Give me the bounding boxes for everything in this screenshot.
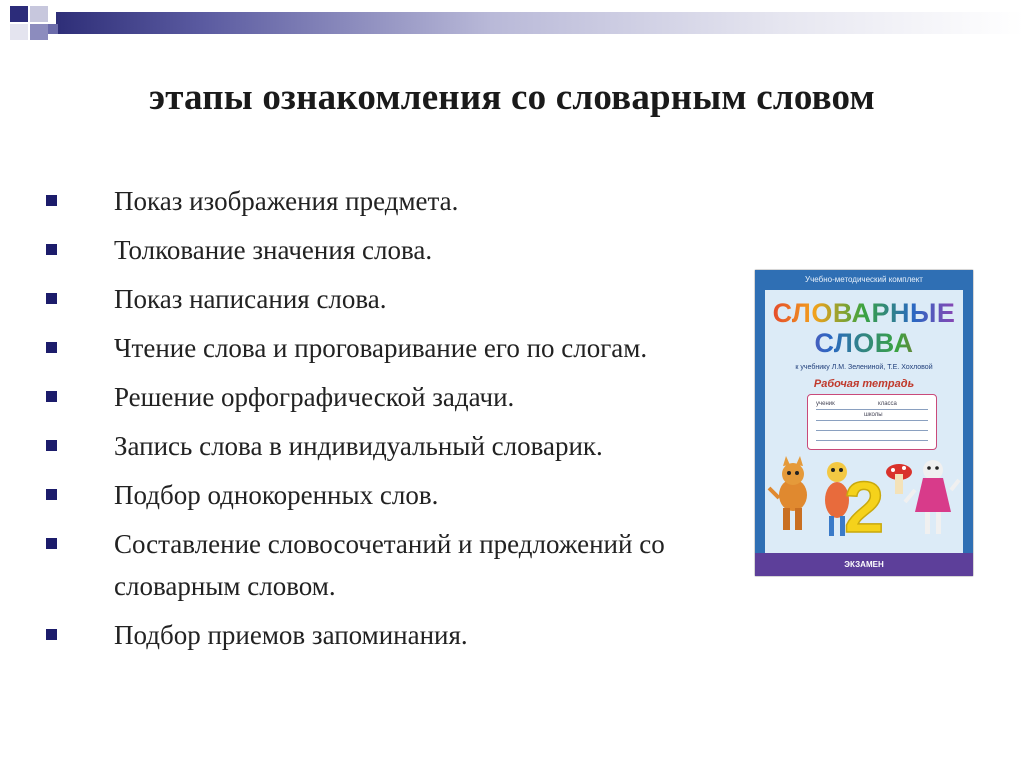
book-subtitle: Рабочая тетрадь (813, 378, 915, 390)
list-item-text: Решение орфографической задачи. (114, 382, 515, 412)
form-label-student: ученик (816, 401, 835, 407)
stages-list (46, 180, 746, 663)
list-item-text: Запись слова в индивидуальный словарик. (114, 431, 603, 461)
book-title (765, 298, 963, 358)
book-title-line2: СЛОВА (765, 328, 963, 358)
decorative-square (10, 6, 28, 22)
list-item (46, 474, 746, 516)
book-name-form (807, 394, 937, 450)
decorative-square (30, 6, 48, 22)
book-cover-panel (765, 290, 963, 553)
header-gradient-bar (56, 12, 1024, 34)
slide-title: этапы ознакомления со словарным словом (149, 77, 875, 118)
form-line (816, 440, 928, 441)
decorative-square (48, 24, 58, 34)
list-item (46, 425, 746, 467)
book-publisher: ЭКЗАМЕН (755, 553, 973, 576)
square-bullet-icon (46, 629, 57, 640)
list-item (46, 278, 746, 320)
form-line (816, 409, 928, 410)
square-bullet-icon (46, 489, 57, 500)
form-label-school: школы (864, 412, 883, 418)
decorative-square (30, 24, 48, 40)
list-item (46, 327, 694, 369)
list-item-text: Подбор приемов запоминания. (114, 620, 468, 650)
workbook-cover-image (755, 270, 973, 576)
list-item (46, 376, 746, 418)
square-bullet-icon (46, 440, 57, 451)
book-series-label: Учебно-методический комплект (805, 275, 923, 284)
decorative-header-band (0, 0, 1024, 46)
list-item (46, 523, 674, 607)
book-authors: к учебнику Л.М. Зелениной, Т.Е. Хохловой (795, 364, 933, 371)
square-bullet-icon (46, 538, 57, 549)
list-item-text: Показ изображения предмета. (114, 186, 459, 216)
list-item (46, 180, 746, 222)
square-bullet-icon (46, 195, 57, 206)
decorative-square (10, 24, 28, 40)
book-grade-number: 2 (843, 468, 885, 548)
square-bullet-icon (46, 244, 57, 255)
form-label-class: класса (878, 401, 897, 407)
list-item-text: Чтение слова и проговаривание его по слогам. (114, 333, 648, 363)
square-bullet-icon (46, 293, 57, 304)
list-item-text: Толкование значения слова. (114, 235, 433, 265)
book-title-line1: СЛОВАРНЫЕ (765, 298, 963, 328)
square-bullet-icon (46, 342, 57, 353)
list-item (46, 229, 746, 271)
form-line (816, 430, 928, 431)
book-illustration (765, 450, 963, 553)
list-item (46, 614, 746, 656)
list-item-text: Составление словосочетаний и предложений со словарным словом. (114, 529, 665, 601)
square-bullet-icon (46, 391, 57, 402)
list-item-text: Подбор однокоренных слов. (114, 480, 439, 510)
list-item-text: Показ написания слова. (114, 284, 387, 314)
form-line (816, 420, 928, 421)
